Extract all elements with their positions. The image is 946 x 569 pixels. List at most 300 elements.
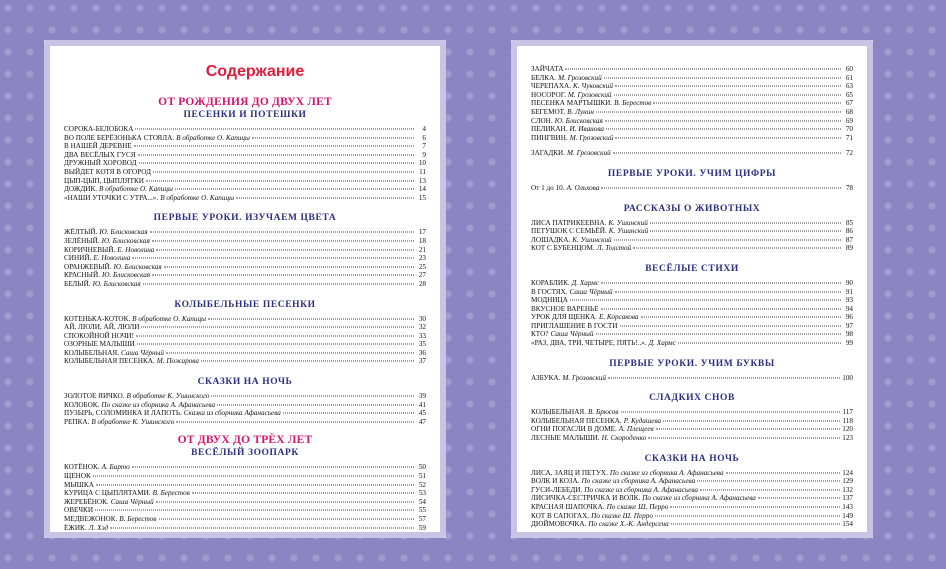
- page-number: 97: [845, 321, 853, 330]
- dot-leader: [211, 396, 414, 397]
- toc-entry[interactable]: [64, 418, 426, 427]
- entry-title: КОТЁНОК.: [64, 463, 100, 472]
- page-number: 96: [845, 313, 853, 322]
- toc-entry[interactable]: [531, 219, 853, 228]
- dot-leader: [110, 527, 414, 528]
- toc-entry[interactable]: [531, 65, 853, 74]
- toc-entry[interactable]: [64, 401, 426, 410]
- toc-entry[interactable]: [64, 177, 426, 186]
- toc-entry[interactable]: [531, 469, 853, 478]
- toc-section: [64, 376, 426, 426]
- left-page: [44, 40, 446, 538]
- dot-leader: [95, 510, 414, 511]
- dot-leader: [633, 248, 841, 249]
- dot-leader: [648, 438, 840, 439]
- entry-author: М. Грозовский: [558, 73, 602, 82]
- page-number: 123: [842, 434, 853, 443]
- page-number: 4: [422, 125, 426, 133]
- entry-author: В. Берестов: [614, 99, 652, 108]
- toc-entry[interactable]: [64, 392, 426, 401]
- entry-title: ДВА ВЕСЁЛЫХ ГУСЯ: [64, 150, 136, 159]
- dot-leader: [700, 489, 840, 490]
- entry-author: По сказке Х.-К. Андерсена: [588, 520, 669, 529]
- section-title: ПЕРВЫЕ УРОКИ. УЧИМ БУКВЫ: [609, 358, 775, 369]
- entry-author: Сказка из сборника Афанасьева: [183, 409, 281, 418]
- dot-leader: [132, 467, 414, 468]
- entry-title: МЕДВЕЖОНОК.: [64, 515, 118, 523]
- entry-author: Ю. Блисковская: [101, 236, 150, 245]
- page-number: 117: [842, 408, 853, 417]
- toc-entry[interactable]: [64, 134, 426, 143]
- page-number: 137: [842, 494, 853, 503]
- toc-entry[interactable]: [531, 313, 853, 322]
- page-number: 10: [418, 159, 426, 168]
- dot-leader: [655, 515, 840, 516]
- dot-leader: [153, 171, 414, 172]
- section-title: КОЛЫБЕЛЬНЫЕ ПЕСЕНКИ: [174, 299, 316, 310]
- toc-entry[interactable]: [531, 494, 853, 503]
- entry-author: В. Берестов: [152, 489, 190, 498]
- entry-author: В. Лунин: [567, 107, 594, 116]
- entry-author: По сказке из сборника А. Афанасьева: [609, 468, 724, 477]
- page-number: 91: [845, 287, 853, 296]
- dot-leader: [656, 429, 841, 430]
- toc-section: [531, 263, 853, 348]
- dot-leader: [150, 232, 414, 233]
- toc-entry[interactable]: [64, 323, 426, 332]
- toc-entry[interactable]: [64, 332, 426, 341]
- page-number: 35: [418, 340, 426, 349]
- entry-author: М. Грозовский: [567, 149, 611, 158]
- entry-title: КТО?: [531, 330, 549, 339]
- toc-entry[interactable]: [531, 288, 853, 297]
- page-number: 67: [845, 99, 853, 108]
- dot-leader: [570, 300, 841, 301]
- toc-entry[interactable]: [531, 408, 853, 417]
- toc-entry[interactable]: [531, 236, 853, 245]
- entry-author: Саша Чёрный: [569, 287, 613, 296]
- toc-list: [64, 315, 426, 367]
- entry-title: БЕГЕМОТ.: [531, 107, 566, 116]
- contents-title: Содержание: [205, 63, 305, 80]
- toc-entry[interactable]: [531, 477, 853, 486]
- entry-title: ПЕТУШОК С СЕМЬЁЙ.: [531, 227, 607, 236]
- entry-author: М. Грозовский: [562, 373, 606, 382]
- entry-title: ЛИСА, ЗАЯЦ И ПЕТУХ.: [531, 468, 608, 477]
- page-number: 99: [845, 339, 853, 348]
- toc-entry[interactable]: [531, 125, 853, 134]
- toc-entry[interactable]: [531, 322, 853, 331]
- right-page-content: [531, 65, 853, 529]
- right-page: [511, 40, 873, 538]
- dot-leader: [176, 421, 414, 422]
- entry-author: В обработке К. Ушинского: [91, 417, 175, 426]
- part-title: ОТ ДВУХ ДО ТРЁХ ЛЕТ: [177, 434, 313, 447]
- toc-entry[interactable]: [64, 409, 426, 418]
- entry-author: В обработке О. Капицы: [99, 185, 173, 194]
- page-number: 89: [845, 244, 853, 253]
- dot-leader: [615, 86, 841, 87]
- dot-leader: [620, 325, 842, 326]
- dot-leader: [596, 111, 841, 112]
- page-number: 154: [842, 520, 853, 529]
- entry-title: ОРАНЖЕВЫЙ.: [64, 262, 112, 271]
- toc-list: [531, 184, 853, 193]
- toc-entry[interactable]: [64, 263, 426, 272]
- entry-title: РЕПКА.: [64, 417, 90, 426]
- entry-title: ВОЛК И КОЗА.: [531, 477, 580, 486]
- entry-author: Ю. Блисковская: [113, 262, 162, 271]
- entry-title: КОЛЫБЕЛЬНАЯ.: [64, 348, 119, 357]
- entry-title: КОЛОБОК.: [64, 400, 100, 409]
- dot-leader: [608, 377, 840, 378]
- entry-title: КУРИЦА С ЦЫПЛЯТАМИ.: [64, 489, 151, 498]
- entry-author: По сказке Ш. Перро: [591, 511, 653, 520]
- toc-entry[interactable]: [531, 512, 853, 521]
- toc-entry[interactable]: [531, 520, 853, 529]
- toc-entry[interactable]: [64, 463, 426, 472]
- toc-list: [64, 392, 426, 426]
- dot-leader: [159, 519, 415, 520]
- entry-author: В. Брюсов: [588, 408, 619, 417]
- page-number: 45: [418, 409, 426, 418]
- toc-entry[interactable]: [531, 134, 853, 143]
- toc-list: [531, 469, 853, 529]
- entry-title: ГУСИ-ЛЕБЕДИ.: [531, 485, 583, 494]
- toc-entry[interactable]: [64, 524, 426, 533]
- entry-title: КРАСНАЯ ШАПОЧКА.: [531, 503, 605, 511]
- entry-title: ЛИСИЧКА-СЕСТРИЧКА И ВОЛК.: [531, 494, 641, 503]
- section-title: ПЕСЕНКИ И ПОТЕШКИ: [183, 110, 307, 120]
- toc-entry[interactable]: [64, 472, 426, 481]
- page-number: 86: [845, 227, 853, 236]
- part-title: ОТ РОЖДЕНИЯ ДО ДВУХ ЛЕТ: [158, 96, 332, 108]
- toc-entry[interactable]: [531, 91, 853, 100]
- dot-leader: [175, 189, 414, 190]
- toc-entry[interactable]: [531, 117, 853, 126]
- toc-list: [531, 65, 853, 158]
- page-number: 39: [418, 392, 426, 401]
- entry-title: ЁЖИК.: [64, 523, 87, 532]
- toc-entry[interactable]: [531, 330, 853, 339]
- page-number: 25: [418, 262, 426, 271]
- toc-entry[interactable]: [64, 168, 426, 177]
- toc-entry[interactable]: [531, 149, 853, 158]
- page-number: 14: [418, 185, 426, 194]
- page-number: 55: [418, 506, 426, 515]
- toc-entry[interactable]: [64, 315, 426, 324]
- toc-section: [64, 212, 426, 288]
- entry-title: КОРАБЛИК.: [531, 278, 570, 287]
- dot-leader: [136, 335, 414, 336]
- dot-leader: [671, 524, 841, 525]
- dot-leader: [132, 258, 414, 259]
- entry-title: ДРУЖНЫЙ ХОРОВОД: [64, 159, 137, 168]
- dot-leader: [146, 180, 414, 181]
- dot-leader: [697, 481, 840, 482]
- entry-title: ЛЕСНЫЕ МАЛЫШИ.: [531, 434, 600, 443]
- entry-author: Л. Хэд: [88, 523, 109, 532]
- entry-title: ЖЕРЕБЁНОК.: [64, 497, 109, 506]
- dot-leader: [217, 404, 414, 405]
- dot-leader: [192, 493, 414, 494]
- entry-author: В обработке О. Капицы: [176, 133, 250, 142]
- dot-leader: [141, 327, 414, 328]
- page-number: 124: [842, 468, 853, 477]
- entry-author: Л. Толстой: [596, 244, 632, 253]
- toc-entry[interactable]: [531, 305, 853, 314]
- entry-author: К. Чуковский: [573, 82, 613, 91]
- toc-entry[interactable]: [64, 254, 426, 263]
- entry-title: АЗБУКА.: [531, 373, 561, 382]
- toc-entry[interactable]: [531, 296, 853, 305]
- entry-author: По сказке из сборника А. Афанасьева: [581, 477, 696, 486]
- page-number: 18: [418, 236, 426, 245]
- toc-entry[interactable]: [531, 244, 853, 253]
- entry-title: ЧЕРЕПАХА.: [531, 82, 572, 91]
- toc-entry[interactable]: [531, 108, 853, 117]
- toc-entry[interactable]: [531, 82, 853, 91]
- dot-leader: [641, 317, 841, 318]
- dot-leader: [615, 291, 841, 292]
- page-number: 149: [842, 511, 853, 520]
- toc-entry[interactable]: [531, 99, 853, 108]
- dot-leader: [678, 343, 841, 344]
- section-title: ВЕСЁЛЫЕ СТИХИ: [645, 263, 739, 274]
- entry-author: Д. Хармс: [648, 339, 676, 348]
- dot-leader: [143, 283, 414, 284]
- page-number: 98: [845, 330, 853, 339]
- entry-author: По сказке из сборника А. Афанасьева: [584, 485, 698, 494]
- dot-leader: [650, 222, 841, 223]
- entry-author: Е. Новолина: [117, 245, 155, 254]
- toc-section: [531, 65, 853, 158]
- toc-section: [531, 392, 853, 442]
- toc-entry[interactable]: [64, 159, 426, 168]
- entry-title: КОЛЫБЕЛЬНАЯ ПЕСЕНКА.: [64, 357, 155, 366]
- dot-leader: [93, 476, 414, 477]
- dot-leader: [156, 249, 414, 250]
- page-number: 59: [418, 523, 426, 532]
- dot-leader: [615, 137, 841, 138]
- page-number: 27: [418, 271, 426, 280]
- toc-entry[interactable]: [531, 74, 853, 83]
- entry-title: ДЮЙМОВОЧКА.: [531, 520, 587, 529]
- entry-title: КОТЕНЬКА-КОТОК.: [64, 314, 131, 323]
- page-number: 51: [418, 472, 426, 481]
- dot-leader: [152, 275, 414, 276]
- page-number: 143: [842, 503, 853, 511]
- section-title: СКАЗКИ НА НОЧЬ: [644, 453, 740, 464]
- page-number: 47: [418, 417, 426, 426]
- entry-author: По сказке из сборника А. Афанасьева: [642, 494, 756, 503]
- toc-entry[interactable]: [531, 374, 853, 383]
- toc-entry[interactable]: [531, 434, 853, 443]
- page-number: 28: [418, 279, 426, 288]
- entry-author: Саша Чёрный: [121, 348, 165, 357]
- toc-entry[interactable]: [531, 425, 853, 434]
- page-number: 68: [845, 107, 853, 116]
- toc-entry[interactable]: [64, 280, 426, 289]
- toc-section: [64, 447, 426, 532]
- dot-leader: [606, 129, 841, 130]
- page-number: 7: [422, 142, 426, 151]
- toc-entry[interactable]: [64, 357, 426, 366]
- toc-entry[interactable]: [64, 349, 426, 358]
- toc-entry[interactable]: [64, 481, 426, 490]
- toc-list: [64, 228, 426, 288]
- toc-entry[interactable]: [64, 340, 426, 349]
- toc-entry[interactable]: [64, 194, 426, 203]
- entry-title: ПИНГВИН.: [531, 133, 568, 142]
- page-number: 60: [845, 65, 853, 73]
- toc-entry[interactable]: [531, 339, 853, 348]
- dot-leader: [758, 498, 840, 499]
- dot-leader: [164, 266, 414, 267]
- page-number: 9: [422, 150, 426, 159]
- entry-author: Ю. Блисковская: [92, 279, 141, 288]
- page-number: 57: [418, 515, 426, 523]
- entry-title: МОДНИЦА: [531, 296, 568, 305]
- entry-author: А. Барто: [101, 463, 130, 472]
- entry-author: Ю. Блисковская: [101, 271, 151, 280]
- toc-entry[interactable]: [64, 237, 426, 246]
- entry-author: По сказке Ш. Перро: [606, 503, 669, 511]
- page-number: 61: [845, 73, 853, 82]
- page-number: 90: [845, 278, 853, 287]
- dot-leader: [601, 308, 841, 309]
- page-number: 33: [418, 331, 426, 340]
- entry-title: КОЛЫБЕЛЬНАЯ.: [531, 408, 586, 417]
- toc-entry[interactable]: [531, 227, 853, 236]
- page-number: 87: [845, 235, 853, 244]
- page-number: 70: [845, 125, 853, 134]
- entry-title: ВО ПОЛЕ БЕРЁЗОНЬКА СТОЯЛА.: [64, 133, 175, 142]
- entry-author: М. Грозовский: [569, 133, 614, 142]
- page-number: 32: [418, 323, 426, 332]
- page-number: 53: [418, 489, 426, 498]
- toc-entry[interactable]: [531, 184, 853, 193]
- page-number: 129: [842, 477, 853, 486]
- dot-leader: [96, 484, 414, 485]
- dot-leader: [236, 197, 414, 198]
- toc-entry[interactable]: [64, 185, 426, 194]
- page-number: 118: [842, 416, 853, 425]
- entry-author: М. Грозовский: [567, 90, 612, 99]
- page-number: 36: [418, 348, 426, 357]
- toc-section: [531, 203, 853, 253]
- dot-leader: [650, 231, 841, 232]
- toc-entry[interactable]: [64, 515, 426, 524]
- dot-leader: [601, 282, 841, 283]
- entry-title: КОТ В САПОГАХ.: [531, 511, 590, 520]
- spacer: [531, 142, 853, 149]
- toc-section: [531, 358, 853, 383]
- page-number: 30: [418, 314, 426, 323]
- page-number: 37: [418, 357, 426, 366]
- dot-leader: [605, 120, 841, 121]
- page-number: 11: [419, 167, 426, 176]
- dot-leader: [613, 153, 841, 154]
- section-title: ВЕСЁЛЫЙ ЗООПАРК: [191, 448, 299, 459]
- entry-author: М. Пожарова: [156, 357, 199, 366]
- entry-author: Саша Чёрный: [550, 330, 594, 339]
- page-number: 21: [418, 245, 426, 254]
- dot-leader: [283, 413, 414, 414]
- entry-author: В обработке О. Капицы: [160, 193, 234, 202]
- entry-author: Ю. Блисковская: [554, 116, 603, 125]
- left-page-content: [64, 60, 426, 532]
- toc-list: [64, 463, 426, 532]
- toc-entry[interactable]: [64, 246, 426, 255]
- entry-title: СЛОН.: [531, 116, 553, 125]
- dot-leader: [726, 472, 841, 473]
- dot-leader: [621, 412, 841, 413]
- entry-author: Н. Скороденко: [601, 434, 647, 443]
- entry-author: Саша Чёрный: [110, 497, 154, 506]
- entry-title: ВЫЙДЕТ КОТЯ В ОГОРОД: [64, 167, 152, 176]
- toc-entry[interactable]: [64, 142, 426, 151]
- dot-leader: [653, 103, 841, 104]
- entry-author: В обработке К. Ушинского: [126, 392, 210, 401]
- toc-list: [531, 219, 853, 253]
- entry-title: СОРОКА-БЕЛОБОКА: [64, 125, 134, 133]
- entry-title: КОТ С БУБЕНЦОМ.: [531, 244, 595, 253]
- page-number: 52: [418, 480, 426, 489]
- entry-title: ВКУСНОЕ ВАРЕНЬЕ: [531, 304, 599, 313]
- entry-title: ЗАЙЧАТА: [531, 65, 564, 73]
- entry-title: В ГОСТЯХ.: [531, 287, 568, 296]
- toc-entry[interactable]: [531, 503, 853, 512]
- entry-title: От 1 до 10.: [531, 183, 565, 192]
- entry-author: В обработке О. Капицы: [132, 314, 206, 323]
- page-number: 63: [845, 82, 853, 91]
- dot-leader: [604, 77, 841, 78]
- toc-entry[interactable]: [531, 486, 853, 495]
- entry-title: ПРИГЛАШЕНИЕ В ГОСТИ: [531, 321, 618, 330]
- toc-entry[interactable]: [64, 489, 426, 498]
- page-number: 15: [418, 193, 426, 202]
- toc-entry[interactable]: [64, 228, 426, 237]
- toc-entry[interactable]: [64, 271, 426, 280]
- toc-entry[interactable]: [531, 279, 853, 288]
- page-number: 54: [418, 497, 426, 506]
- page-number: 78: [845, 183, 853, 192]
- page-number: 71: [845, 133, 853, 142]
- toc-entry[interactable]: [64, 498, 426, 507]
- entry-title: ЗЕЛЁНЫЙ.: [64, 236, 100, 245]
- page-number: 65: [845, 90, 853, 99]
- dot-leader: [135, 129, 414, 130]
- entry-title: ПУЗЫРЬ, СОЛОМИНКА И ЛАПОТЬ.: [64, 409, 182, 418]
- entry-title: КОЛЫБЕЛЬНАЯ ПЕСЕНКА.: [531, 416, 622, 425]
- entry-title: ЗОЛОТОЕ ЯИЧКО.: [64, 392, 125, 401]
- toc-entry[interactable]: [64, 506, 426, 515]
- entry-author: К. Ушинский: [572, 235, 612, 244]
- toc-entry[interactable]: [64, 125, 426, 134]
- toc-list: [531, 374, 853, 383]
- section-title: ПЕРВЫЕ УРОКИ. УЧИМ ЦИФРЫ: [607, 168, 777, 179]
- toc-entry[interactable]: [531, 417, 853, 426]
- entry-title: БЕЛКА.: [531, 73, 557, 82]
- dot-leader: [614, 239, 841, 240]
- entry-title: ЛОШАДКА.: [531, 235, 571, 244]
- page-number: 23: [418, 254, 426, 263]
- entry-author: По сказке из сборника А. Афанасьева: [101, 400, 216, 409]
- entry-title: АЙ, ЛЮЛИ, АЙ, ЛЮЛИ: [64, 323, 140, 332]
- page-number: 17: [418, 228, 426, 237]
- entry-title: ОЗОРНЫЕ МАЛЫШИ: [64, 340, 135, 349]
